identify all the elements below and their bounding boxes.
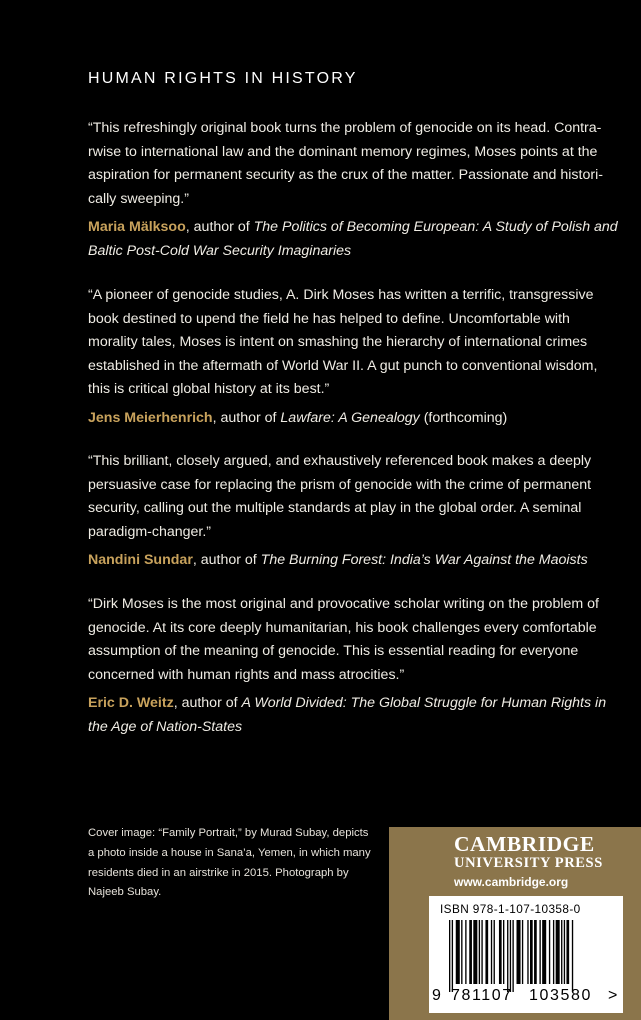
barcode-bar — [465, 920, 466, 984]
isbn-label: ISBN 978-1-107-10358-0 — [440, 902, 581, 916]
barcode-bar — [485, 920, 488, 984]
publisher-name: CAMBRIDGE — [454, 832, 595, 856]
quote-attribution — [88, 407, 618, 431]
author-name: Nandini Sundar — [88, 552, 193, 569]
author-name: Maria Mälksoo — [88, 219, 186, 236]
author-work: A World Divided: The Global Struggle for Human Rights in the Age of Nation-States — [88, 695, 607, 735]
author-prefix: , author of — [185, 219, 254, 236]
barcode-bar — [542, 920, 546, 984]
blurb-meierhenrich — [88, 284, 618, 431]
quote-text: “This refreshingly original book turns the problem of genocide on its head. Contrarwise to international law and the dominant memory regimes, Moses points at the aspiration for permanent security as the crux of the matter. Passionate and historically sweeping.” — [88, 120, 603, 207]
barcode-bar — [452, 920, 453, 992]
isbn-barcode — [429, 896, 623, 1013]
quote-attribution — [88, 216, 618, 263]
blurb-malksoo — [88, 117, 618, 264]
barcode-bar — [572, 920, 573, 992]
barcode-bar — [512, 920, 513, 992]
barcode-digit-lead: 9 — [432, 987, 441, 1004]
barcode-bar — [473, 920, 477, 984]
barcode-bar — [481, 920, 482, 984]
barcode-bar — [510, 920, 511, 992]
barcode-bar — [566, 920, 569, 984]
barcode-bar — [461, 920, 462, 984]
quote-text: “This brilliant, closely argued, and exhaustively referenced book makes a deeply persuasive case for replacing the prism of genocide with the crime of permanent security, calling out the multiple standards at play in the global order. A seminal paradigm-changer.” — [88, 453, 592, 540]
barcode-bar — [469, 920, 472, 984]
barcode-digits-left: 781107 — [451, 987, 513, 1004]
quote-attribution — [88, 692, 618, 739]
barcode-bar — [564, 920, 565, 984]
barcode-bar — [491, 920, 492, 984]
author-name: Jens Meierhenrich — [88, 409, 213, 426]
barcode-bar — [494, 920, 495, 984]
barcode-bar — [507, 920, 508, 992]
barcode-bar — [503, 920, 504, 984]
quote-text: “A pioneer of genocide studies, A. Dirk Moses has written a terrific, transgressive book destined to upend the field he has helped to define. Uncomfortable with morality tales, Moses is intent on smashing the hierarchy of international crimes established in the aftermath of World War II. A gut punch to conventional wisdom, this is critical global history at its best.” — [88, 287, 598, 398]
publisher-subtitle: UNIVERSITY PRESS — [454, 855, 603, 871]
quote-text: “Dirk Moses is the most original and provocative scholar writing on the problem of genocide. At its core deeply humanitarian, his book challenges every comfortable assumption of the meaning of genocide. This is essential reading for everyone concerned with human rights and mass atrocities.” — [88, 596, 599, 683]
barcode-bar — [479, 920, 480, 984]
cover-image-credit: Cover image: “Family Portrait,” by Murad Subay, depicts a photo inside a house in Sana’a, Yemen, in which many residents died in an airstrike in 2015. Photograph by Najeeb Subay. — [88, 827, 371, 899]
author-prefix: , author of — [173, 695, 242, 712]
barcode-bar — [539, 920, 540, 984]
author-name: Eric D. Weitz — [88, 695, 174, 712]
author-prefix: , author of — [192, 552, 261, 569]
barcode-bar — [561, 920, 562, 984]
author-work: Lawfare: A Genealogy — [280, 409, 420, 426]
barcode-quiet-mark: > — [608, 987, 618, 1004]
quote-attribution — [88, 549, 618, 573]
author-suffix: (forthcoming) — [419, 409, 508, 426]
blurb-weitz — [88, 593, 618, 740]
barcode-bar — [556, 920, 560, 984]
blurb-sundar — [88, 450, 618, 573]
barcode-bar — [449, 920, 450, 992]
barcode-bars — [449, 920, 614, 992]
barcode-bar — [549, 920, 550, 984]
barcode-bar — [522, 920, 523, 984]
barcode-bar — [517, 920, 521, 984]
barcode-bar — [456, 920, 460, 984]
publisher-url: www.cambridge.org — [454, 875, 569, 889]
barcode-bar — [530, 920, 533, 984]
barcode-bar — [527, 920, 528, 984]
series-title: HUMAN RIGHTS IN HISTORY — [88, 70, 358, 87]
author-work: The Burning Forest: India’s War Against the Maoists — [260, 552, 588, 569]
publisher-panel — [389, 827, 641, 1020]
barcode-digits-right: 103580 — [529, 987, 592, 1004]
author-prefix: , author of — [212, 409, 281, 426]
author-work: The Politics of Becoming European: A Study of Polish and Baltic Post-Cold War Security Imaginaries — [88, 219, 618, 259]
barcode-bar — [499, 920, 502, 984]
barcode-bar — [553, 920, 554, 984]
barcode-bar — [534, 920, 537, 984]
